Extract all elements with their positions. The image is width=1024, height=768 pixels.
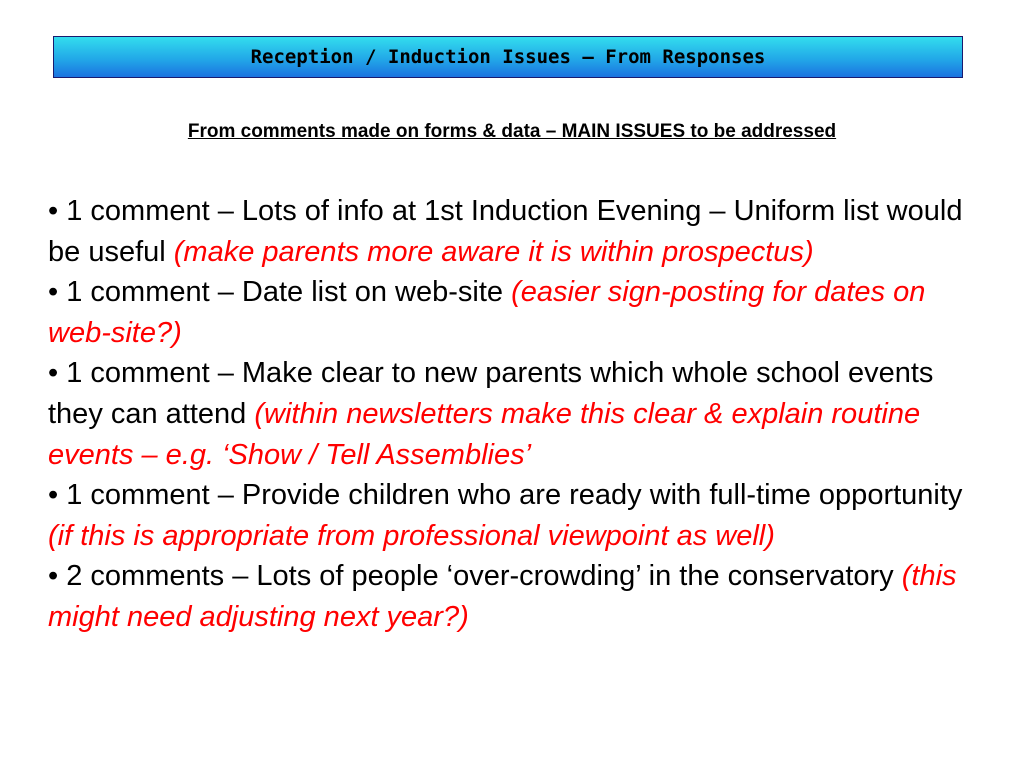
bullet-marker: • <box>48 560 59 593</box>
bullet-item <box>48 475 983 556</box>
bullet-item <box>48 272 983 353</box>
bullet-marker: • <box>48 357 59 390</box>
bullet-text: 1 comment – Lots of info at 1st Induction Evening – Uniform list would be useful <box>48 195 963 268</box>
bullet-text: 2 comments – Lots of people ‘over-crowding’ in the conservatory <box>66 560 894 593</box>
bullet-note: (make parents more aware it is within prospectus) <box>173 235 814 268</box>
bullet-marker: • <box>48 479 59 512</box>
title-banner <box>53 36 963 78</box>
bullet-note: (this might need adjusting next year?) <box>48 560 957 633</box>
bullet-marker: • <box>48 276 59 309</box>
bullet-text: 1 comment – Date list on web-site <box>66 276 504 309</box>
slide-title: Reception / Induction Issues – From Responses <box>250 46 766 68</box>
bullet-note: (if this is appropriate from professional viewpoint as well) <box>48 519 775 552</box>
bullet-text: 1 comment – Make clear to new parents which whole school events they can attend <box>48 357 934 430</box>
bullet-item <box>48 353 983 475</box>
bullet-note: (within newsletters make this clear & explain routine events – e.g. ‘Show / Tell Assemblies’ <box>48 397 921 471</box>
bullet-list <box>48 191 983 638</box>
bullet-note: (easier sign-posting for dates on web-site?) <box>48 276 926 349</box>
slide-subtitle: From comments made on forms & data – MAIN ISSUES to be addressed <box>187 121 837 142</box>
bullet-text: 1 comment – Provide children who are ready with full-time opportunity <box>66 479 963 512</box>
bullet-marker: • <box>48 195 59 227</box>
bullet-item <box>48 191 983 272</box>
bullet-item <box>48 556 983 637</box>
